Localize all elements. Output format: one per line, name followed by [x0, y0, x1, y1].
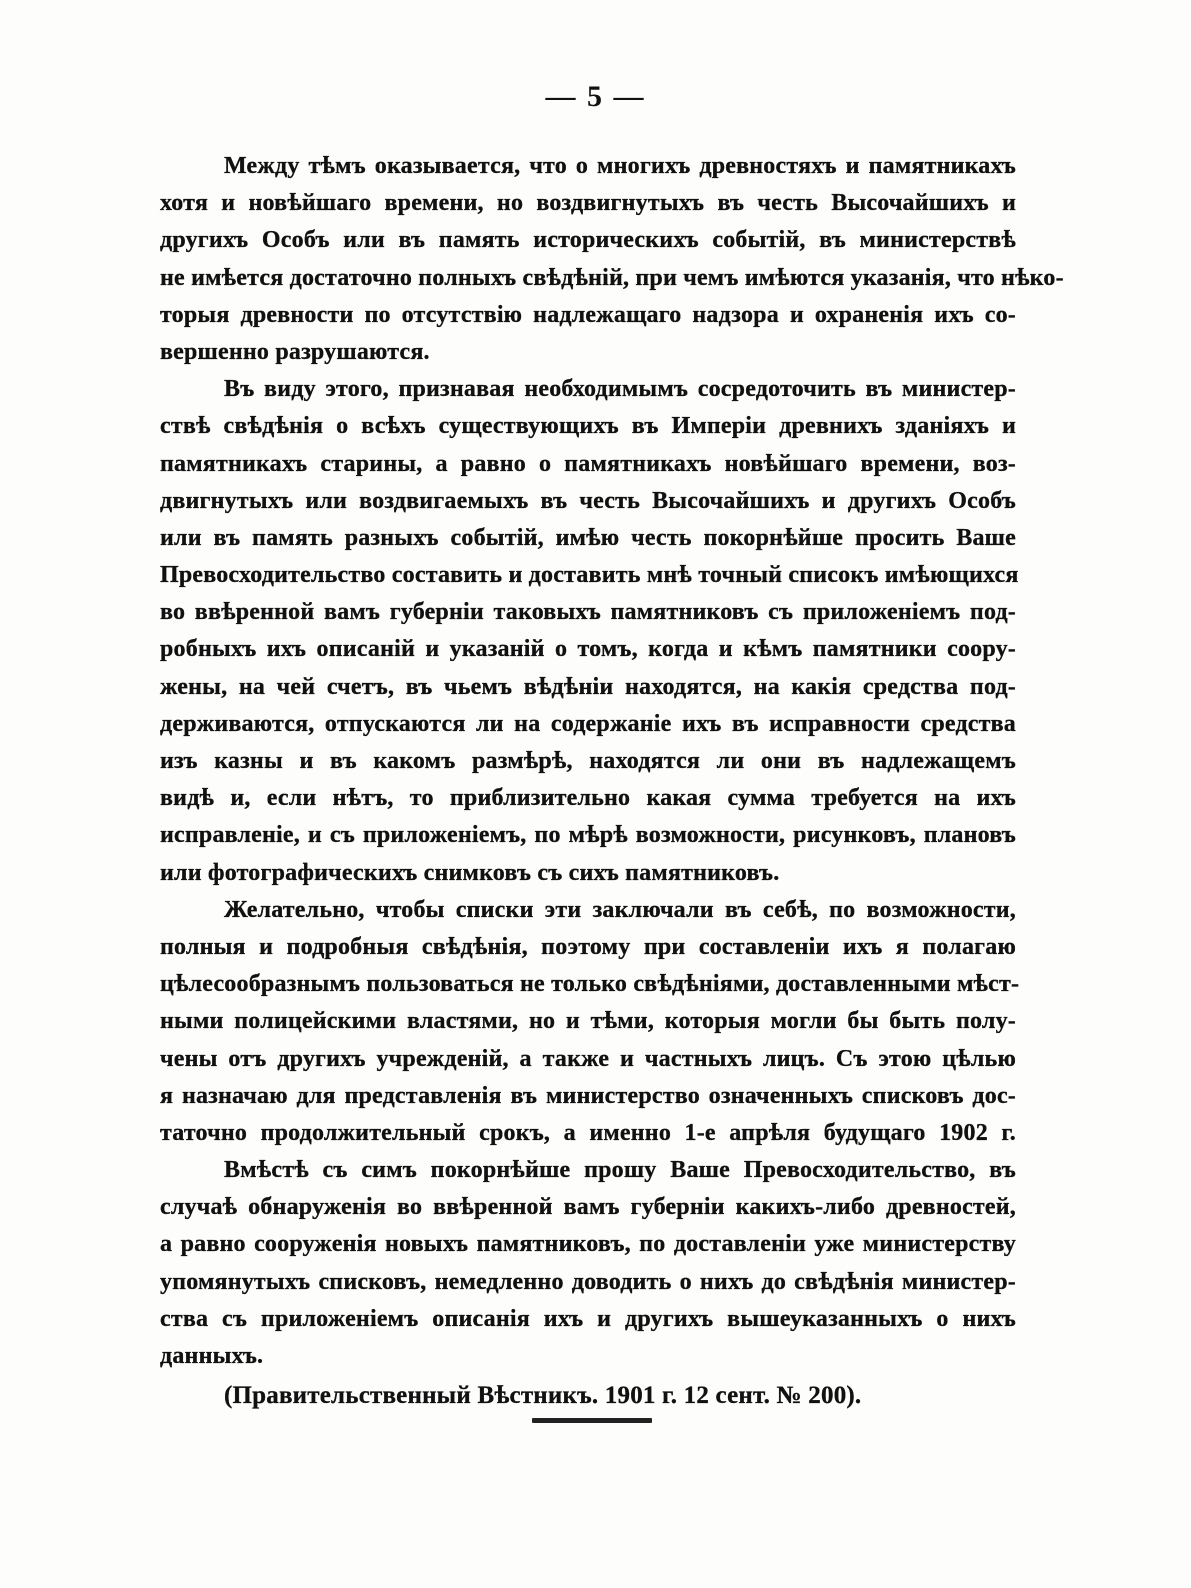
text-line: цѣлесообразнымъ пользоваться не только свѣдѣніями, доставленными мѣст-: [160, 971, 1020, 998]
text-line: памятникахъ старины, а равно о памятникахъ новѣйшаго времени, воз-: [160, 450, 1016, 477]
text-line: а равно сооруженія новыхъ памятниковъ, по доставленіи уже министерству: [160, 1231, 1016, 1258]
closing-rule: [532, 1418, 652, 1423]
text-line: Въ виду этого, признавая необходимымъ сосредоточить въ министер-: [224, 376, 1016, 403]
text-line: ства съ приложеніемъ описанія ихъ и другихъ вышеуказанныхъ о нихъ: [160, 1305, 1016, 1332]
text-line: держиваются, отпускаются ли на содержаніе ихъ въ исправности средства: [160, 710, 1016, 737]
text-line: таточно продолжительный срокъ, а именно 1-е апрѣля будущаго 1902 г.: [160, 1119, 1016, 1146]
text-line: случаѣ обнаруженія во ввѣренной вамъ губерніи какихъ-либо древностей,: [160, 1194, 1016, 1221]
text-line: данныхъ.: [160, 1343, 264, 1369]
citation: (Правительственный Вѣстникъ. 1901 г. 12 сент. № 200).: [224, 1382, 862, 1410]
text-line: другихъ Особъ или въ память историческихъ событій, въ министерствѣ: [160, 227, 1016, 254]
text-line: двигнутыхъ или воздвигаемыхъ въ честь Высочайшихъ и другихъ Особъ: [160, 487, 1016, 514]
text-line: не имѣется достаточно полныхъ свѣдѣній, при чемъ имѣются указанія, что нѣко-: [160, 264, 1064, 291]
text-line: Превосходительство составить и доставить мнѣ точный списокъ имѣющихся: [160, 562, 1019, 589]
text-line: полныя и подробныя свѣдѣнія, поэтому при составленіи ихъ я полагаю: [160, 933, 1016, 960]
body-text: [160, 148, 1064, 1414]
text-line: вершенно разрушаются.: [160, 338, 430, 365]
text-line: или въ память разныхъ событій, имѣю честь покорнѣйше просить Ваше: [160, 524, 1016, 551]
text-line: торыя древности по отсутствію надлежащаго надзора и охраненія ихъ со-: [160, 301, 1016, 328]
text-line: исправленіе, и съ приложеніемъ, по мѣрѣ возможности, рисунковъ, плановъ: [160, 822, 1016, 849]
text-line: я назначаю для представленія въ министерство означенныхъ списковъ дос-: [160, 1082, 1016, 1109]
text-line: ными полицейскими властями, но и тѣми, которыя могли бы быть полу-: [160, 1008, 1016, 1035]
text-line: жены, на чей счетъ, въ чьемъ вѣдѣніи находятся, на какія средства под-: [160, 673, 1016, 700]
text-line: во ввѣренной вамъ губерніи таковыхъ памятниковъ съ приложеніемъ под-: [160, 599, 1016, 626]
text-line: Вмѣстѣ съ симъ покорнѣйше прошу Ваше Превосходительство, въ: [224, 1157, 1016, 1184]
text-line: упомянутыхъ списковъ, немедленно доводить о нихъ до свѣдѣнія министер-: [160, 1268, 1016, 1295]
text-line: чены отъ другихъ учрежденій, а также и частныхъ лицъ. Съ этою цѣлью: [160, 1045, 1016, 1072]
text-line: или фотографическихъ снимковъ съ сихъ памятниковъ.: [160, 859, 780, 886]
text-line: Между тѣмъ оказывается, что о многихъ древностяхъ и памятникахъ: [224, 153, 1016, 179]
text-line: ствѣ свѣдѣнія о всѣхъ существующихъ въ Имперіи древнихъ зданіяхъ и: [160, 413, 1016, 440]
text-line: изъ казны и въ какомъ размѣрѣ, находятся ли они въ надлежащемъ: [160, 748, 1016, 774]
text-line: робныхъ ихъ описаній и указаній о томъ, когда и кѣмъ памятники соору-: [160, 636, 1016, 663]
text-line: видѣ и, если нѣтъ, то приблизительно какая сумма требуется на ихъ: [160, 785, 1016, 812]
text-line: Желательно, чтобы списки эти заключали въ себѣ, по возможности,: [224, 896, 1016, 923]
text-line: хотя и новѣйшаго времени, но воздвигнутыхъ въ честь Высочайшихъ и: [160, 190, 1016, 217]
page-number: — 5 —: [545, 80, 646, 113]
